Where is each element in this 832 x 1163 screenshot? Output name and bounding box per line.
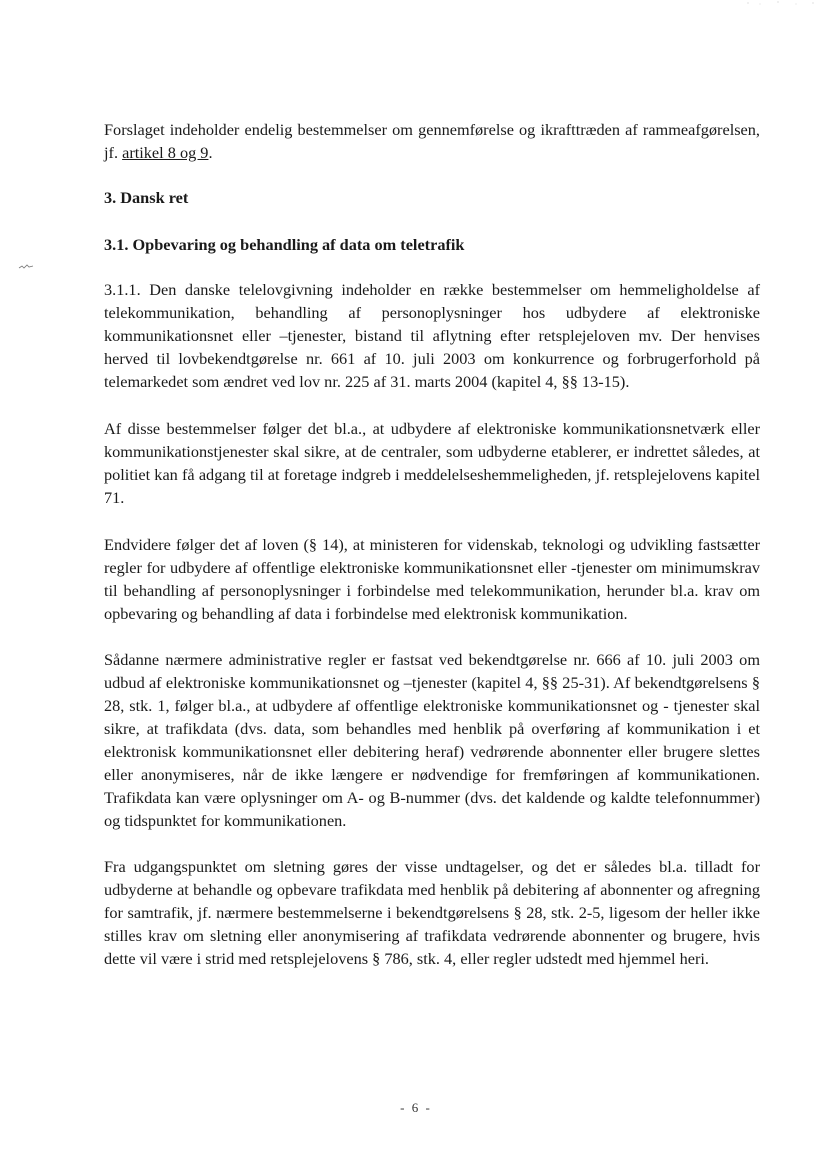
intro-text: Forslaget indeholder endelig bestemmelser om gennemførelse og ikrafttræden af rammeafgørelsen, jf. bbox=[104, 120, 760, 162]
subsection-heading: 3.1. Opbevaring og behandling af data om teletrafik bbox=[104, 235, 465, 254]
paragraph-minister-rules: Endvidere følger det af loven (§ 14), at ministeren for videnskab, teknologi og udvikling fastsætter regler for udbydere af offentlige elektroniske kommunikationsnet eller -tjenester om minimumskrav til behandling af personoplysninger i forbindelse med telekommunikation, herunder bl.a. krav om opbevaring og behandling af data i forbindelse med elektronisk kommunikation. bbox=[104, 535, 760, 623]
intro-paragraph bbox=[104, 118, 760, 164]
page-number: - 6 - bbox=[400, 1100, 432, 1115]
paragraph-access: Af disse bestemmelser følger det bl.a., at udbydere af elektroniske kommunikationsnetværk eller kommunikationstjenester skal sikre, at de centraler, som udbyderne etablerer, er indrettet således, at politiet kan få adgang til at foretage indgreb i meddelelseshemmeligheden, jf. retsplejelovens kapitel 71. bbox=[104, 419, 760, 507]
paragraph-3-1-1: 3.1.1. Den danske telelovgivning indeholder en række bestemmelser om hemmeligholdelse af telekommunikation, behandling af personoplysninger hos udbydere af elektroniske kommunikationsnet eller –tjenester, bistand til aflytning efter retsplejeloven mv. Der henvises herved til lovbekendtgørelse nr. 661 af 10. juli 2003 om konkurrence og forbrugerforhold på telemarkedet som ændret ved lov nr. 225 af 31. marts 2004 (kapitel 4, §§ 13-15). bbox=[104, 280, 760, 391]
document-body bbox=[104, 118, 760, 970]
scan-specks bbox=[738, 0, 828, 8]
intro-text-end: . bbox=[208, 143, 213, 162]
paragraph-exceptions: Fra udgangspunktet om sletning gøres der visse undtagelser, og det er således bl.a. tilladt for udbyderne at behandle og opbevare trafikdata med henblik på debitering af abonnenter og afregning for samtrafik, jf. nærmere bestemmelserne i bekendtgørelsens § 28, stk. 2-5, ligesom der heller ikke stilles krav om sletning eller anonymisering af trafikdata vedrørende abonnenter og brugere, hvis dette vil være i strid med retsplejelovens § 786, stk. 4, eller regler udstedt med hjemmel heri. bbox=[104, 857, 760, 968]
section-heading: 3. Dansk ret bbox=[104, 188, 189, 207]
scan-mark bbox=[18, 264, 34, 270]
article-reference-link[interactable]: artikel 8 og 9 bbox=[122, 143, 209, 162]
paragraph-administrative-rules: Sådanne nærmere administrative regler er fastsat ved bekendtgørelse nr. 666 af 10. juli 2003 om udbud af elektroniske kommunikationsnet og –tjenester (kapitel 4, §§ 25-31). Af bekendtgørelsens § 28, stk. 1, følger bl.a., at udbydere af offentlige elektroniske kommunikationsnet og - tjenester skal sikre, at trafikdata (dvs. data, som behandles med henblik på overføring af kommunikation i et elektronisk kommunikationsnet eller debitering heraf) vedrørende abonnenter eller brugere slettes eller anonymiseres, når de ikke længere er nødvendige for fremføringen af kommunikationen. Trafikdata kan være oplysninger om A- og B-nummer (dvs. det kaldende og kaldte telefonnummer) og tidspunktet for kommunikationen. bbox=[104, 650, 760, 830]
